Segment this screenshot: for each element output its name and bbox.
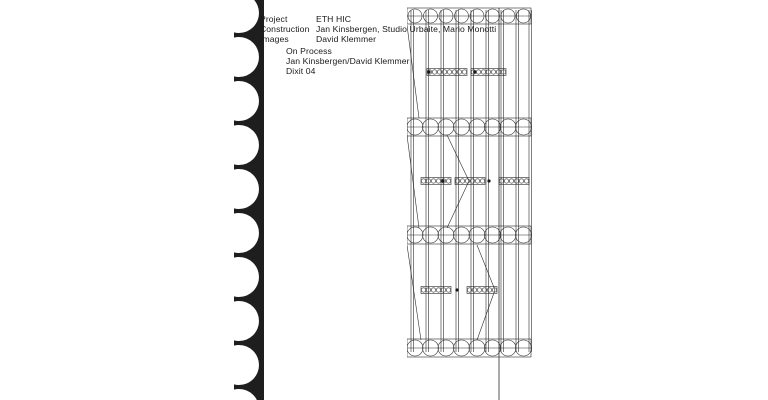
chain-link (421, 288, 425, 292)
diagonal-brace (407, 25, 419, 118)
structural-drawing (407, 0, 534, 400)
chain-link (447, 70, 451, 74)
book-cover (234, 0, 534, 400)
joint-dot (487, 179, 490, 182)
diagonal-brace (447, 135, 469, 181)
chain-link (446, 288, 450, 292)
chain-link (431, 179, 435, 183)
label-images: Images (260, 34, 289, 44)
joint-dot (455, 288, 458, 291)
label-project: Project (260, 14, 288, 24)
chain-link (480, 179, 484, 183)
chain-link (519, 179, 523, 183)
label-construction: Construction (260, 24, 310, 34)
chain-link (421, 179, 425, 183)
diagonal-brace (407, 135, 419, 228)
joint-dot (427, 70, 430, 73)
book-series: Dixit 04 (286, 66, 316, 76)
chain-link (524, 179, 528, 183)
chain-link (514, 179, 518, 183)
joint-dot (473, 70, 476, 73)
chain-link (487, 288, 491, 292)
chain-link (477, 288, 481, 292)
chain-link (504, 179, 508, 183)
book-info (286, 46, 410, 76)
chain-link (476, 70, 480, 74)
chain-link (475, 179, 479, 183)
credit-line-1: Jan Kinsbergen, Studio Urbaite, Mario Monotti (316, 24, 497, 34)
chain-link (457, 70, 461, 74)
joint-dot (441, 179, 444, 182)
project-labels (260, 14, 309, 44)
chain-link (509, 179, 513, 183)
chain-link (442, 70, 446, 74)
chain-link (481, 70, 485, 74)
chain-link (465, 179, 469, 183)
diagonal-brace (447, 181, 469, 228)
diagonal-brace (407, 245, 421, 340)
chain-link (496, 70, 500, 74)
chain-link (499, 179, 503, 183)
chain-link (460, 179, 464, 183)
credit-line-2: David Klemmer (316, 34, 377, 44)
project-title: ETH HIC (316, 14, 352, 24)
book-authors: Jan Kinsbergen/David Klemmer (286, 56, 410, 66)
chain-link (436, 288, 440, 292)
chain-link (431, 288, 435, 292)
scalloped-spine-pattern (234, 0, 264, 400)
chain-link (472, 288, 476, 292)
chain-link (462, 70, 466, 74)
book-title: On Process (286, 46, 332, 56)
chain-link (491, 70, 495, 74)
chain-link (432, 70, 436, 74)
chain-link (436, 179, 440, 183)
chain-link (446, 179, 450, 183)
